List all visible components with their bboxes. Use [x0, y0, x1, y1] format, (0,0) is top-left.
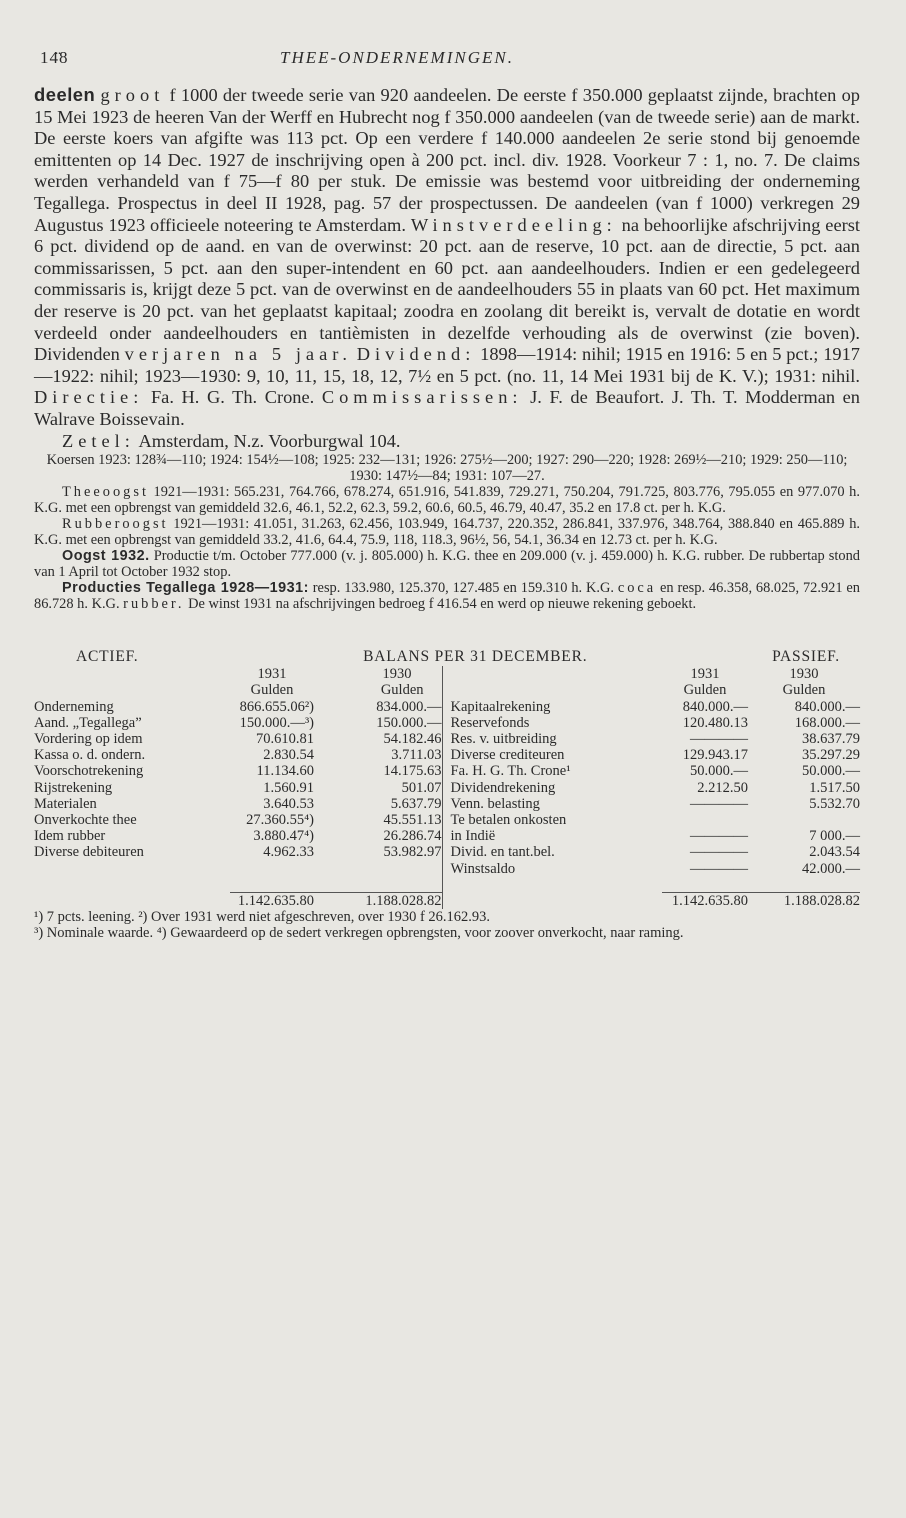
actief-1930-cell: 5.637.79 — [390, 795, 442, 812]
actief-1930-cell: 14.175.63 — [383, 763, 442, 780]
passief-1931-cell: 129.943.17 — [682, 747, 748, 764]
text-rubberoogst: 1921—1931: 41.051, 31.263, 62.456, 103.949, 164.737, 220.352, 286.841, 337.976, 348.764, 388.840 en 465.889 h. K.G. met een opbrengst van gemiddeld 33.2, 41.6, 64.4, 75.9, 118, 118.3, 96½, 56, 54.1, 36.34 en 12.73 ct. per h. K.G. — [34, 516, 860, 549]
label-winstverdeeling: Winstverdeeling: — [410, 214, 617, 235]
col-header-a1930: 1930 — [382, 666, 412, 683]
passief-1930-cell: 168.000.— — [794, 714, 860, 731]
actief-1931-cell: 3.640.53 — [263, 795, 314, 812]
main-text — [34, 84, 860, 612]
col-header-p1930: 1930 — [789, 666, 819, 683]
passief-label-cell: Divid. en tant.bel. — [442, 844, 662, 860]
passief-1930-cell: 42.000.— — [802, 860, 860, 877]
passief-1930-cell: 50.000.— — [802, 763, 860, 780]
passief-label-cell: Winstsaldo — [442, 861, 662, 877]
passief-1931-cell: 840.000.— — [682, 698, 748, 715]
label-rubberoogst: Rubberoogst — [62, 516, 169, 533]
table-row-total — [34, 893, 860, 910]
table-row — [34, 812, 860, 828]
col-unit-a1930: Gulden — [380, 682, 424, 699]
producties — [34, 580, 860, 612]
actief-label: ACTIEF. — [76, 648, 139, 666]
word-deelen: deelen — [34, 84, 96, 105]
table-row — [34, 731, 860, 747]
actief-1931-cell — [230, 861, 314, 877]
passief-label-cell: Reservefonds — [442, 715, 662, 731]
paragraph-zetel — [34, 431, 860, 453]
table-row — [34, 699, 860, 715]
passief-label-cell: Te betalen onkosten — [442, 812, 662, 828]
actief-1931-cell: 11.134.60 — [256, 763, 314, 780]
actief-1930-cell: 3.711.03 — [391, 747, 442, 764]
passief-label-cell: Dividendrekening — [442, 780, 662, 796]
passief-1931-cell: 120.480.13 — [682, 714, 748, 731]
table-row — [34, 747, 860, 763]
actief-1930-cell: 150.000.— — [376, 714, 442, 731]
passief-1930-cell: 5.532.70 — [809, 795, 860, 812]
page-number: 14̈8 — [40, 48, 69, 67]
total-a1931: 1.142.635.80 — [230, 893, 314, 910]
footnote-3-4: ³) Nominale waarde. ⁴) Gewaardeerd op de sedert verkregen opbrengsten, voor zoover onverkocht, naar raming. — [34, 925, 684, 942]
table-header-years — [34, 666, 860, 682]
col-unit-a1931: Gulden — [250, 682, 294, 699]
col-header-a1931: 1931 — [257, 666, 287, 683]
text-producties-c: De winst 1931 na afschrijvingen bedroeg f 416.54 en werd op nieuwe rekening geboekt. — [188, 596, 697, 613]
passief-1931-cell — [662, 812, 748, 828]
table-row — [34, 796, 860, 812]
passief-1930-cell: 840.000.— — [794, 698, 860, 715]
passief-label: PASSIEF. — [772, 648, 840, 666]
label-producties: Producties Tegallega 1928—1931: — [62, 580, 309, 597]
actief-label-cell: Kassa o. d. ondern. — [34, 747, 146, 764]
actief-1931-cell: 1.560.91 — [263, 779, 314, 796]
passief-1930-cell: 2.043.54 — [809, 844, 860, 861]
label-oogst: Oogst 1932. — [62, 548, 150, 565]
actief-label-cell: Diverse debiteuren — [34, 844, 144, 861]
col-header-p1931: 1931 — [690, 666, 720, 683]
actief-label-cell: Onverkochte thee — [34, 811, 137, 828]
running-title: THEE-ONDERNEMINGEN. — [280, 48, 514, 67]
text-theeoogst: 1921—1931: 565.231, 764.766, 678.274, 651.916, 541.839, 729.271, 750.204, 791.725, 803.776, 795.055 en 977.070 h. K.G. met een opbrengst van gemiddeld 32.6, 46.1, 52.2, 62.3, 59.2, 60.6, 60.5, 46.79, 40.47, 35.2 en 17.8 ct. per h. K.G. — [34, 484, 860, 517]
page-header — [40, 48, 860, 68]
actief-1930-cell: 501.07 — [401, 779, 442, 796]
theeoogst — [34, 484, 860, 516]
actief-label-cell: Voorschotrekening — [34, 763, 144, 780]
balance-title: BALANS PER 31 DECEMBER. — [363, 648, 588, 666]
table-row — [34, 780, 860, 796]
passief-1931-cell: ———— — [690, 730, 748, 747]
word-coca: coca — [617, 580, 657, 597]
passief-1930-cell: 1.517.50 — [809, 779, 860, 796]
passief-1930-cell: 35.297.29 — [802, 747, 860, 764]
col-unit-p1931: Gulden — [683, 682, 727, 699]
actief-label-cell: Vordering op idem — [34, 730, 143, 747]
label-dividend: Dividend: — [356, 344, 476, 365]
passief-1930-cell: 38.637.79 — [802, 730, 860, 747]
label-verjaren: verjaren na 5 jaar. — [124, 344, 352, 365]
passief-label-cell: Diverse crediteuren — [442, 747, 662, 763]
actief-label-cell: Aand. „Tegallega” — [34, 714, 142, 731]
actief-1930-cell: 834.000.— — [376, 698, 442, 715]
actief-1930-cell: 53.982.97 — [383, 844, 442, 861]
table-blank-row — [34, 877, 860, 893]
actief-1931-cell: 70.610.81 — [256, 730, 314, 747]
table-row — [34, 715, 860, 731]
total-p1930: 1.188.028.82 — [748, 893, 860, 910]
word-groot: groot — [100, 85, 165, 105]
actief-1930-cell: 54.182.46 — [383, 730, 442, 747]
actief-1931-cell: 27.360.55⁴) — [246, 811, 314, 828]
koersen: Koersen 1923: 128¾—110; 1924: 154½—108; 1925: 232—131; 1926: 275½—200; 1927: 290—220; 1928: 269½—210; 1929: 250—110; 1930: 147½—84; 1931: 107—27. — [46, 452, 848, 485]
col-unit-p1930: Gulden — [782, 682, 826, 699]
text-zetel: Amsterdam, N.z. Voorburgwal 104. — [138, 430, 401, 451]
passief-1931-cell: ———— — [690, 795, 748, 812]
rubberoogst — [34, 516, 860, 548]
text-dividend: 1898—1914: nihil; 1915 en 1916: 5 en 5 pct.; 1917—1922: nihil; 1923—1930: 9, 10, 11, 15, 18, 12, 7½ en 5 pct. (no. 11, 14 Mei 1931 bij de K. V.); 1931: nihil. — [34, 344, 860, 386]
text-commissarissen: J. F. de Beaufort. J. Th. T. Modderman en Walrave Boissevain. — [34, 387, 861, 429]
passief-1931-cell: ———— — [690, 860, 748, 877]
text-shares: f 1000 der tweede serie van 920 aandeelen. De eerste f 350.000 geplaatst zijnde, brachten op 15 Mei 1923 de heeren Van der Werff en Hubrecht nog f 350.000 aandeelen (van de tweede serie) aan de markt. De eerste koers van afgifte was 113 pct. Op een verdere f 140.000 aandeelen 2e serie stond bij genoemde emittenten op 14 Dec. 1927 de inschrijving open à 200 pct. incl. div. 1928. Voorkeur 7 : 1, no. 7. De claims werden verhandeld van f 75—f 80 per stuk. De emissie was bestemd voor uitbreiding der onderneming Tegallega. Prospectus in deel II 1928, pag. 57 der prospectussen. De aandeelen (van f 1000) verkregen 29 Augustus 1923 officieele noteering te Amsterdam. — [34, 85, 860, 235]
balance-table — [34, 666, 860, 909]
passief-label-cell: Res. v. uitbreiding — [442, 731, 662, 747]
text-producties: resp. 133.980, 125.370, 127.485 en 159.310 h. K.G. — [312, 580, 614, 597]
text-winstverdeeling: na behoorlijke afschrijving eerst 6 pct. dividend op de aand. en van de overwinst: 20 pct. aan de reserve, 10 pct. aan de directie, 5 pct. aan commissarissen, 5 pct. aan den super-intendent en 60 pct. aan aandeelhouders. Indien er een gedelegeerd commissaris is, krijgt deze 5 pct. van de overwinst en de aandeelhouders 55 in plaats van 60 pct. Het maximum der reserve is 20 pct. van het geplaatst kapitaal; zoodra en zoolang dit bereikt is, vervalt de dotatie en wordt verdeeld onder aandeelhouders en tantièmisten in dezelfde verhouding als de overwinst (zie boven). Dividenden — [34, 214, 860, 365]
table-header-units — [34, 682, 860, 698]
table-row — [34, 763, 860, 779]
balance-rows — [34, 699, 860, 877]
word-rubber: rubber. — [123, 596, 185, 613]
actief-label-cell: Idem rubber — [34, 828, 106, 845]
text-directie: Fa. H. G. Th. Crone. — [150, 387, 315, 408]
passief-1930-cell — [748, 812, 860, 828]
actief-1930-cell: 26.286.74 — [383, 828, 442, 845]
actief-1930-cell — [314, 861, 442, 877]
table-row — [34, 844, 860, 860]
passief-1931-cell: ———— — [690, 828, 748, 845]
footnote-1-2: ¹) 7 pcts. leening. ²) Over 1931 werd niet afgeschreven, over 1930 f 26.162.93. — [34, 909, 491, 926]
total-a1930: 1.188.028.82 — [314, 893, 442, 910]
passief-1931-cell: 50.000.— — [690, 763, 748, 780]
passief-label-cell: in Indië — [442, 828, 662, 844]
passief-label-cell: Kapitaalrekening — [442, 699, 662, 715]
passief-1931-cell: ———— — [690, 844, 748, 861]
actief-label-cell: Onderneming — [34, 698, 114, 715]
actief-1931-cell: 3.880.47⁴) — [253, 828, 314, 845]
actief-1930-cell: 45.551.13 — [383, 811, 442, 828]
actief-label-cell — [34, 861, 230, 877]
passief-1930-cell: 7 000.— — [809, 828, 860, 845]
table-row — [34, 861, 860, 877]
balance-heading — [34, 648, 860, 666]
actief-1931-cell: 150.000.—³) — [239, 714, 314, 731]
label-commissarissen: Commissarissen: — [321, 387, 523, 408]
passief-1931-cell: 2.212.50 — [697, 779, 748, 796]
actief-1931-cell: 866.655.06²) — [239, 698, 314, 715]
passief-label-cell: Fa. H. G. Th. Crone¹ — [442, 763, 662, 779]
actief-label-cell: Rijstrekening — [34, 779, 113, 796]
table-row — [34, 828, 860, 844]
label-zetel: Zetel: — [62, 430, 135, 451]
actief-1931-cell: 2.830.54 — [263, 747, 314, 764]
text-producties-b: en resp. 46.358, 68.025, 72.921 en 86.728 h. K.G. — [34, 580, 860, 613]
actief-1931-cell: 4.962.33 — [263, 844, 314, 861]
actief-label-cell: Materialen — [34, 795, 97, 812]
paragraph-shares — [34, 84, 860, 431]
passief-label-cell: Venn. belasting — [442, 796, 662, 812]
label-directie: Directie: — [34, 387, 144, 408]
text-oogst: Productie t/m. October 777.000 (v. j. 805.000) h. K.G. thee en 209.000 (v. j. 459.000) h. K.G. rubber. De rubbertap stond van 1 April tot October 1932 stop. — [34, 548, 860, 581]
total-p1931: 1.142.635.80 — [662, 893, 748, 910]
oogst-1932 — [34, 548, 860, 580]
label-theeoogst: Theeoogst — [62, 484, 149, 501]
footnotes — [34, 909, 860, 941]
